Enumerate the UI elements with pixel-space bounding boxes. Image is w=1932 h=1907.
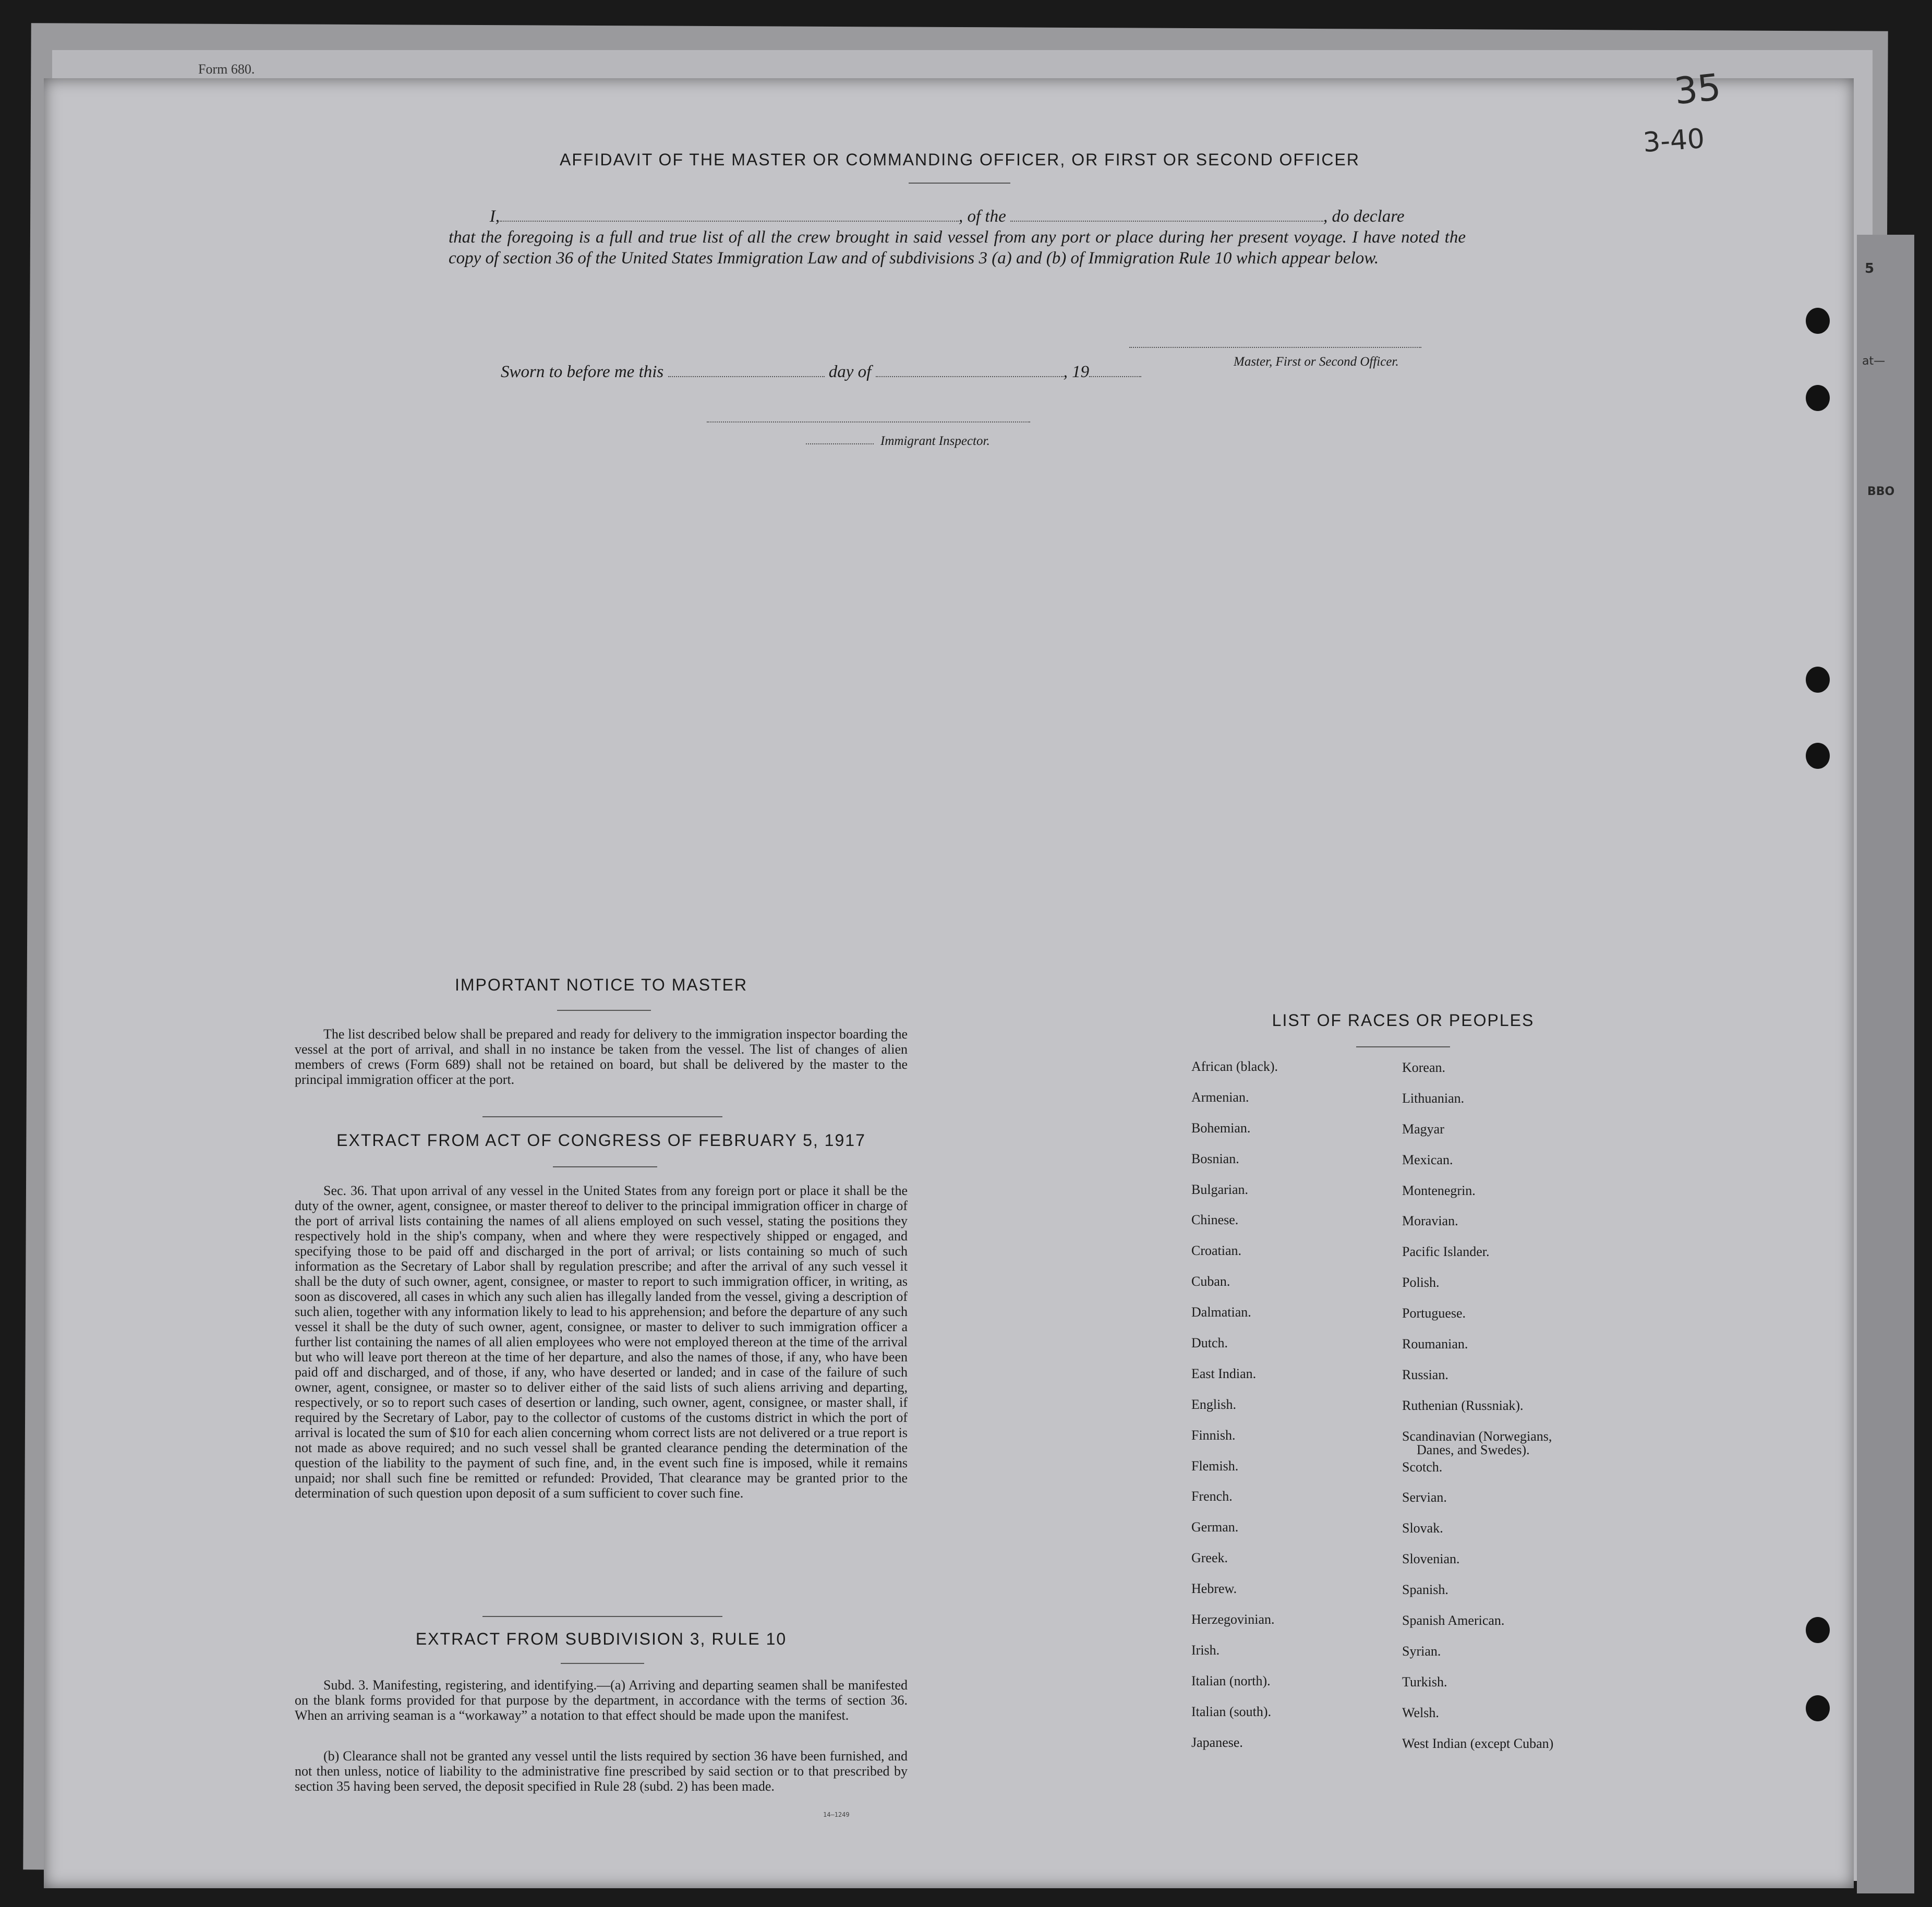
inspector-dots xyxy=(806,443,874,444)
race-right-label: Scandinavian (Norwegians, xyxy=(1402,1428,1552,1444)
races-right-column xyxy=(1402,1060,1553,1766)
race-left-label: Flemish. xyxy=(1191,1458,1239,1474)
race-left-label: East Indian. xyxy=(1191,1366,1257,1381)
race-right-label: Montenegrin. xyxy=(1402,1182,1476,1198)
race-right-item xyxy=(1402,1705,1553,1736)
race-left-label: Armenian. xyxy=(1191,1089,1249,1105)
divider xyxy=(561,1663,644,1664)
inspector-signature-line xyxy=(707,421,1030,423)
race-left-label: French. xyxy=(1191,1489,1233,1504)
divider xyxy=(557,1010,651,1011)
race-right-item xyxy=(1402,1398,1553,1429)
race-left-label: Croatian. xyxy=(1191,1243,1242,1259)
affidavit-of-the: , of the xyxy=(959,207,1006,226)
race-right-label: Ruthenian (Russniak). xyxy=(1402,1397,1524,1413)
divider xyxy=(1356,1046,1450,1047)
affidavit-do-declare: , do declare xyxy=(1323,207,1405,226)
race-left-item xyxy=(1191,1550,1278,1581)
handwritten-page-number: 3-40 xyxy=(1642,123,1706,159)
punch-hole xyxy=(1806,1695,1830,1721)
race-right-label: Spanish American. xyxy=(1402,1613,1505,1628)
race-left-item xyxy=(1191,1212,1278,1243)
race-right-item xyxy=(1402,1429,1553,1459)
divider xyxy=(553,1166,657,1167)
sworn-line xyxy=(501,363,1141,382)
print-code: 14—1249 xyxy=(823,1811,850,1818)
race-right-item xyxy=(1402,1674,1553,1705)
race-right-label: Pacific Islander. xyxy=(1402,1244,1490,1260)
race-right-label: Portuguese. xyxy=(1402,1306,1466,1321)
race-left-item xyxy=(1191,1735,1278,1766)
race-right-item xyxy=(1402,1490,1553,1520)
divider xyxy=(482,1616,722,1617)
race-right-label: Polish. xyxy=(1402,1275,1440,1290)
day-of-text: day of xyxy=(828,363,872,381)
race-right-item xyxy=(1402,1306,1553,1336)
divider xyxy=(482,1116,722,1117)
race-left-item xyxy=(1191,1243,1278,1274)
signature-line xyxy=(1129,347,1421,348)
race-right-item xyxy=(1402,1520,1553,1551)
name-blank xyxy=(500,208,959,222)
race-left-label: Italian (south). xyxy=(1191,1704,1272,1719)
notice-text: The list described below shall be prepared and ready for delivery to the immigration inspector boarding the vessel at the port of arrival, and shall in no instance be taken from the vessel. The list of changes of alien members of crews (Form 689) shall not be retained on board, but shall be delivered by the master to the principal immigration officer at the port. xyxy=(295,1027,908,1087)
race-right-item xyxy=(1402,1367,1553,1398)
year-prefix: , 19 xyxy=(1063,363,1090,381)
race-left-label: Herzegovinian. xyxy=(1191,1612,1275,1627)
race-left-item xyxy=(1191,1428,1278,1458)
race-left-label: Bulgarian. xyxy=(1191,1181,1249,1197)
act-extract-text: Sec. 36. That upon arrival of any vessel in the United States from any foreign port or place it shall be the duty of the owner, agent, consignee, or master thereof to deliver to the principal immigration officer in charge of the port of arrival lists containing the names of all aliens employed on such vessel, stating the positions they respectively hold in the ship's company, when and where they were respectively shipped or engaged, and specifying those to be paid off and discharged in the port of arrival; or lists containing so much of such information as the Secretary of Labor shall by regulation prescribe; and after the arrival of any such vessel it shall be the duty of such owner, agent, consignee, or master to report to such immigration officer, in writing, as soon as discovered, all cases in which any such alien has illegally landed from the vessel, giving a description of such alien, together with any information likely to lead to his apprehension; and before the departure of any such vessel it shall be the duty of such owner, agent, consignee, or master to deliver to such immigration officer a further list containing the names of all alien employees who were not employed thereon at the time of the arrival but who will leave port thereon at the time of her departure, and also the names of those, if any, who have been paid off and discharged, and of those, if any, who have deserted or landed; and in case of the failure of such owner, agent, consignee, or master so to deliver either of the said lists of such aliens arriving and departing, respectively, or so to report such cases of desertion or landing, such owner, agent, consignee, or master shall, if required by the Secretary of Labor, pay to the collector of customs of the customs district in which the port of arrival is located the sum of $10 for each alien concerning whom correct lists are not delivered or a true report is not made as above required; and no such vessel shall be granted clearance pending the determination of the question of the liability to the payment of such fine, and, in the event such fine is imposed, while it remains unpaid; nor shall such fine be remitted or refunded: Provided, That clearance may be granted prior to the determination of such question upon deposit of a sum sufficient to cover such fine. xyxy=(295,1183,908,1501)
punch-hole xyxy=(1806,743,1830,769)
punch-hole xyxy=(1806,385,1830,411)
side-text: at— xyxy=(1862,355,1886,368)
race-left-item xyxy=(1191,1673,1278,1704)
race-right-item xyxy=(1402,1275,1553,1306)
race-right-label: Welsh. xyxy=(1402,1705,1439,1720)
race-right-label: Mexican. xyxy=(1402,1152,1453,1167)
race-left-label: Bohemian. xyxy=(1191,1120,1251,1136)
race-left-item xyxy=(1191,1335,1278,1366)
race-right-item xyxy=(1402,1060,1553,1091)
divider xyxy=(909,183,1010,184)
race-right-item xyxy=(1402,1244,1553,1275)
race-right-item xyxy=(1402,1582,1553,1613)
race-right-item xyxy=(1402,1213,1553,1244)
day-blank xyxy=(668,364,825,377)
race-right-item xyxy=(1402,1121,1553,1152)
race-right-item xyxy=(1402,1644,1553,1674)
race-left-item xyxy=(1191,1120,1278,1151)
race-left-label: Bosnian. xyxy=(1191,1151,1239,1166)
affidavit-line-1 xyxy=(449,206,1466,227)
notice-title: IMPORTANT NOTICE TO MASTER xyxy=(454,975,748,994)
race-right-label: Lithuanian. xyxy=(1402,1090,1465,1106)
race-left-item xyxy=(1191,1366,1278,1397)
race-right-label: Russian. xyxy=(1402,1367,1448,1382)
race-left-item xyxy=(1191,1090,1278,1120)
side-number: 5 xyxy=(1865,261,1875,276)
punch-hole xyxy=(1806,667,1830,693)
inspector-caption: Immigrant Inspector. xyxy=(880,434,990,448)
race-left-label: Greek. xyxy=(1191,1550,1228,1566)
month-blank xyxy=(876,364,1064,377)
race-right-label: Slovak. xyxy=(1402,1520,1443,1536)
race-right-label: Korean. xyxy=(1402,1060,1446,1075)
race-left-label: Japanese. xyxy=(1191,1734,1243,1750)
punch-hole xyxy=(1806,308,1830,334)
race-left-item xyxy=(1191,1489,1278,1519)
race-left-label: Italian (north). xyxy=(1191,1673,1271,1688)
races-left-column xyxy=(1191,1059,1278,1765)
race-right-label: Servian. xyxy=(1402,1490,1447,1505)
race-left-item xyxy=(1191,1704,1278,1735)
race-left-label: Chinese. xyxy=(1191,1212,1239,1228)
year-blank xyxy=(1089,364,1141,377)
rule-extract-title: EXTRACT FROM SUBDIVISION 3, RULE 10 xyxy=(415,1630,787,1648)
race-right-item xyxy=(1402,1152,1553,1183)
handwritten-number: 35 xyxy=(1672,65,1723,113)
race-right-item xyxy=(1402,1459,1553,1490)
race-right-label: Roumanian. xyxy=(1402,1336,1468,1352)
race-left-label: German. xyxy=(1191,1519,1239,1535)
race-right-label: Turkish. xyxy=(1402,1674,1447,1689)
race-left-item xyxy=(1191,1059,1278,1090)
race-left-label: African (black). xyxy=(1191,1059,1278,1074)
race-left-label: English. xyxy=(1191,1396,1236,1412)
race-right-item xyxy=(1402,1091,1553,1121)
race-right-label: Syrian. xyxy=(1402,1643,1441,1659)
vessel-blank xyxy=(1010,208,1323,222)
form-number: Form 680. xyxy=(198,62,255,77)
race-left-item xyxy=(1191,1397,1278,1428)
race-left-item xyxy=(1191,1581,1278,1612)
race-left-item xyxy=(1191,1274,1278,1305)
signature-caption: Master, First or Second Officer. xyxy=(1234,355,1399,369)
side-text-2: BBO xyxy=(1867,485,1895,498)
sworn-before-text: Sworn to before me this xyxy=(501,363,664,381)
rule-extract-para-b: (b) Clearance shall not be granted any vessel until the lists required by section 36 have been furnished, and not then unless, notice of liability to the administrative fine prescribed by said section or to that prescribed by section 35 having been served, the deposit specified in Rule 28 (subd. 2) has been made. xyxy=(295,1748,908,1794)
race-right-label: Slovenian. xyxy=(1402,1551,1460,1567)
race-right-label: Moravian. xyxy=(1402,1213,1458,1229)
race-left-item xyxy=(1191,1612,1278,1643)
race-right-label: Spanish. xyxy=(1402,1582,1448,1598)
race-right-item xyxy=(1402,1183,1553,1214)
race-left-item xyxy=(1191,1643,1278,1673)
races-title: LIST OF RACES OR PEOPLES xyxy=(1272,1011,1535,1030)
rule-extract-para-a: Subd. 3. Manifesting, registering, and identifying.—(a) Arriving and departing seamen shall be manifested on the blank forms provided for that purpose by the department, in accordance with the terms of section 36. When an arriving seaman is a “workaway” a notation to that effect should be made upon the manifest. xyxy=(295,1677,908,1723)
race-left-label: Irish. xyxy=(1191,1642,1220,1658)
affidavit-i: I, xyxy=(489,207,500,226)
race-right-label: Magyar xyxy=(1402,1121,1444,1137)
race-right-item xyxy=(1402,1551,1553,1582)
race-right-label: Scotch. xyxy=(1402,1459,1443,1475)
race-left-label: Hebrew. xyxy=(1191,1581,1237,1597)
affidavit-body xyxy=(449,206,1466,269)
race-left-item xyxy=(1191,1305,1278,1335)
race-right-label-continuation: Danes, and Swedes). xyxy=(1417,1442,1530,1457)
race-left-label: Dutch. xyxy=(1191,1335,1228,1351)
race-left-item xyxy=(1191,1519,1278,1550)
punch-hole xyxy=(1806,1617,1830,1643)
race-left-label: Cuban. xyxy=(1191,1274,1230,1289)
race-right-item xyxy=(1402,1613,1553,1644)
race-left-item xyxy=(1191,1151,1278,1182)
affidavit-title: AFFIDAVIT OF THE MASTER OR COMMANDING OFFICER, OR FIRST OR SECOND OFFICER xyxy=(560,150,1360,169)
race-right-item xyxy=(1402,1736,1553,1767)
race-left-label: Dalmatian. xyxy=(1191,1305,1251,1320)
race-left-label: Finnish. xyxy=(1191,1427,1236,1443)
race-right-label: West Indian (except Cuban) xyxy=(1402,1735,1554,1751)
race-right-item xyxy=(1402,1336,1553,1367)
act-extract-title: EXTRACT FROM ACT OF CONGRESS OF FEBRUARY 5, 1917 xyxy=(336,1131,866,1150)
race-left-item xyxy=(1191,1182,1278,1213)
underlying-page-edge xyxy=(1857,235,1914,1893)
race-left-item xyxy=(1191,1458,1278,1489)
affidavit-text: that the foregoing is a full and true list of all the crew brought in said vessel from any port or place during her present voyage. I have noted the copy of section 36 of the United States Immigration Law and of subdivisions 3 (a) and (b) of Immigration Rule 10 which appear below. xyxy=(449,228,1466,268)
